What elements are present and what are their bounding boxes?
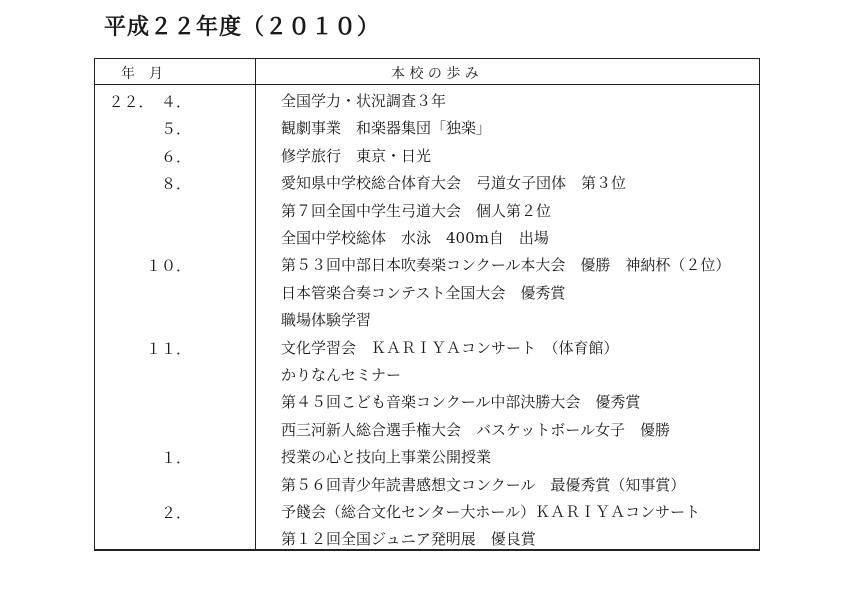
table-row bbox=[95, 142, 759, 169]
table-row bbox=[95, 279, 759, 306]
row-date: ６． bbox=[160, 147, 191, 166]
row-event: 修学旅行 東京・日光 bbox=[281, 146, 432, 165]
row-event: 愛知県中学校総合体育大会 弓道女子団体 第３位 bbox=[281, 174, 627, 193]
row-date: ５． bbox=[160, 120, 191, 139]
history-table bbox=[94, 58, 760, 551]
row-event: 日本管楽合奏コンテスト全国大会 優秀賞 bbox=[281, 283, 566, 302]
row-date: １． bbox=[160, 449, 191, 468]
row-date: ２． bbox=[160, 504, 191, 522]
row-event: かりなんセミナー bbox=[281, 366, 402, 384]
table-row bbox=[95, 306, 759, 333]
table-row bbox=[95, 197, 759, 224]
table-row bbox=[95, 416, 759, 443]
table-row bbox=[95, 169, 759, 196]
row-event: 授業の心と技向上事業公開授業 bbox=[281, 448, 492, 467]
row-event: 第７回全国中学生弓道大会 個人第２位 bbox=[281, 201, 552, 220]
header-divider bbox=[95, 84, 759, 85]
row-event: 第５３回中部日本吹奏楽コンクール本大会 優勝 神納杯（２位） bbox=[281, 256, 731, 275]
row-event: 職場体験学習 bbox=[281, 311, 372, 330]
row-event: 全国学力・状況調査３年 bbox=[281, 92, 447, 110]
table-row bbox=[95, 87, 759, 114]
table-row bbox=[95, 525, 759, 552]
table-row bbox=[95, 114, 759, 141]
row-date: １０． bbox=[145, 257, 191, 276]
row-event: 予餞会（総合文化センター大ホール）ＫＡＲＩＹＡコンサート bbox=[281, 503, 701, 521]
row-event: 第５６回青少年読書感想文コンクール 最優秀賞（知事賞） bbox=[281, 475, 686, 494]
row-event: 西三河新人総合選手権大会 バスケットボール女子 優勝 bbox=[281, 420, 670, 439]
table-row bbox=[95, 388, 759, 415]
row-date: ２２． ４． bbox=[108, 93, 191, 111]
row-date: １１． bbox=[145, 339, 191, 358]
page-title: 平成２２年度（２０１０） bbox=[104, 14, 381, 40]
row-event: 第１２回全国ジュニア発明展 優良賞 bbox=[281, 530, 536, 549]
table-row bbox=[95, 224, 759, 251]
header-year-month: 年 月 bbox=[121, 66, 163, 82]
header-school-history: 本 校 の 歩 み bbox=[391, 66, 479, 82]
table-row bbox=[95, 251, 759, 278]
table-row bbox=[95, 498, 759, 525]
table-row bbox=[95, 471, 759, 498]
row-event: 文化学習会 ＫＡＲＩＹＡコンサート （体育館） bbox=[281, 338, 619, 357]
row-event: 第４５回こども音楽コンクール中部決勝大会 優秀賞 bbox=[281, 393, 641, 412]
table-row bbox=[95, 334, 759, 361]
table-row bbox=[95, 361, 759, 388]
row-event: 全国中学校総体 水泳 400m自 出場 bbox=[281, 229, 549, 247]
row-event: 観劇事業 和楽器集団「独楽」 bbox=[281, 119, 492, 138]
row-date: ８． bbox=[160, 175, 191, 194]
table-row bbox=[95, 443, 759, 470]
